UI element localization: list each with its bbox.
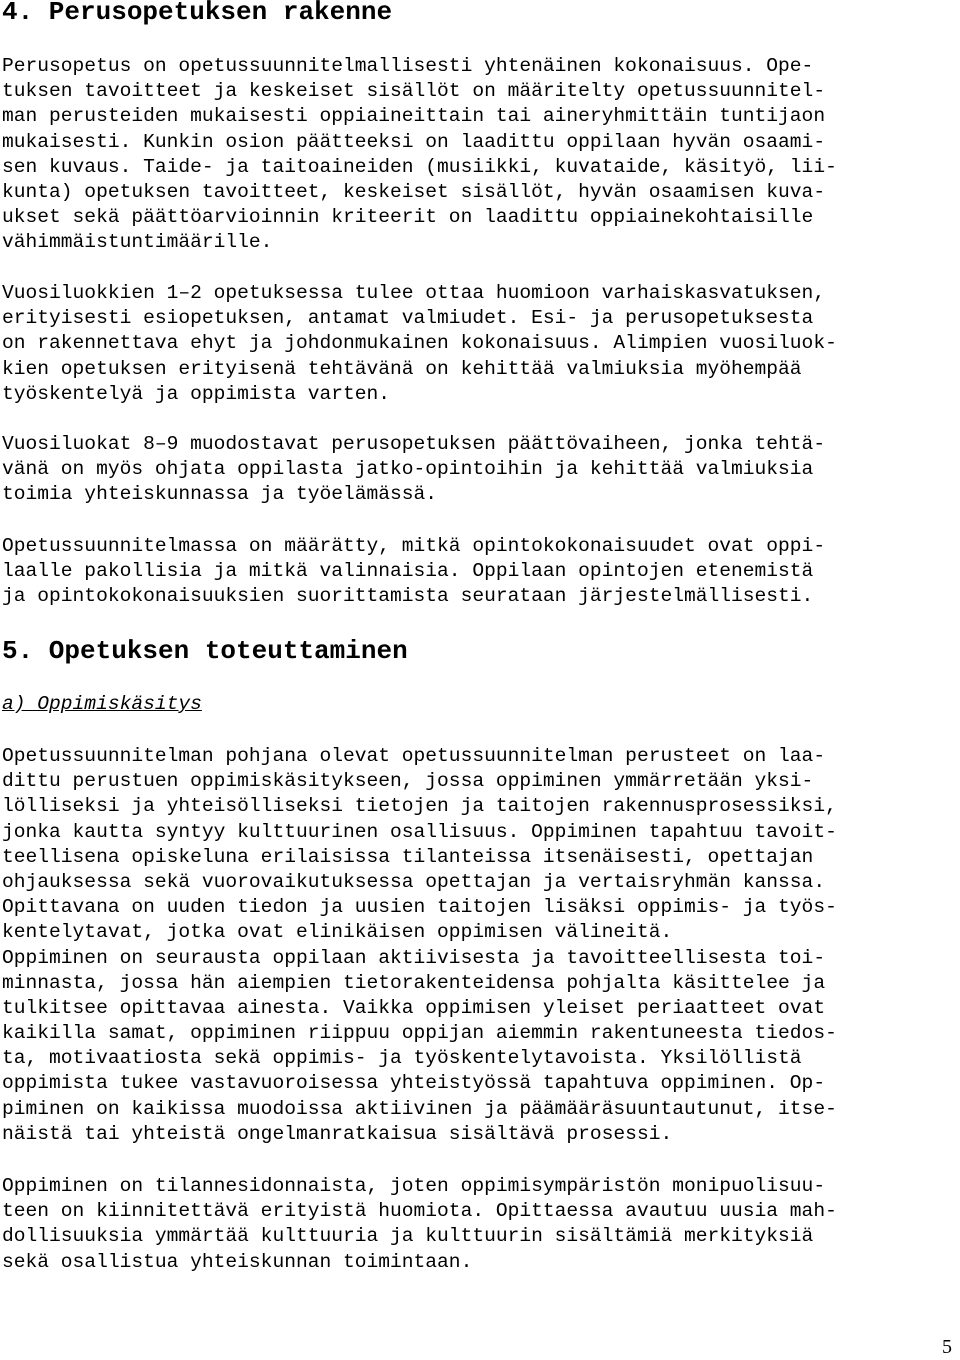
text-line: on rakennettava ehyt ja johdonmukainen kokonaisuus. Alimpien vuosiluok- (2, 332, 837, 355)
text-line: ukset sekä päättöarvioinnin kriteerit on laadittu oppiainekohtaisille (2, 206, 814, 229)
text-line: Opetussuunnitelman pohjana olevat opetussuunnitelman perusteet on laa- (2, 745, 826, 767)
text-line: Perusopetus on opetussuunnitelmallisesti yhtenäinen kokonaisuus. Ope- (2, 55, 814, 77)
text-line: piminen on kaikissa muodoissa aktiivinen ja päämääräsuuntautunut, itse- (2, 1097, 837, 1120)
text-line: man perusteiden mukaisesti oppiaineittain tai aineryhmittäin tuntijaon (2, 105, 826, 128)
text-line: Opetussuunnitelmassa on määrätty, mitkä opintokokonaisuudet ovat oppi- (2, 535, 826, 557)
text-line: kien opetuksen erityisenä tehtävänä on kehittää valmiuksia myöhempää (2, 357, 802, 380)
page-number: 5 (942, 1336, 952, 1358)
text-line: oppimista tukee vastavuoroisessa yhteistyössä tapahtuva oppiminen. Op- (2, 1072, 826, 1095)
text-line: kentelytavat, jotka ovat elinikäisen oppimisen välineitä. (2, 921, 673, 944)
text-line: sen kuvaus. Taide- ja taitoaineiden (musiikki, kuvataide, käsityö, lii- (2, 155, 837, 178)
text-line: dollisuuksia ymmärtää kulttuuria ja kulttuurin sisältämiä merkityksiä (2, 1225, 814, 1248)
text-line: minnasta, jossa hän aiempien tietorakenteidensa pohjalta käsittelee ja (2, 971, 826, 994)
text-line: Vuosiluokkien 1–2 opetuksessa tulee ottaa huomioon varhaiskasvatuksen, (2, 282, 826, 304)
text-line: kunta) opetuksen tavoitteet, keskeiset sisällöt, hyvän osaamisen kuva- (2, 180, 826, 203)
text-line: ohjauksessa sekä vuorovaikutuksessa opettajan ja vertaisryhmän kanssa. (2, 870, 826, 893)
text-line: vähimmäistuntimäärille. (2, 231, 273, 254)
paragraph (2, 54, 837, 256)
section-heading-5: 5. Opetuksen toteuttaminen (2, 636, 408, 666)
text-line: näistä tai yhteistä ongelmanratkaisua sisältävä prosessi. (2, 1122, 673, 1145)
text-line: erityisesti esiopetuksen, antamat valmiudet. Esi- ja perusopetuksesta (2, 307, 814, 330)
text-line: mukaisesti. Kunkin osion päätteeksi on laadittu oppilaan hyvän osaami- (2, 130, 826, 153)
text-line: ja opintokokonaisuuksien suorittamista seurataan järjestelmällisesti. (2, 585, 814, 608)
text-line: ta, motivaatiosta sekä oppimis- ja työskentelytavoista. Yksilöllistä (2, 1047, 802, 1070)
text-line: teellisena opiskeluna erilaisissa tilanteissa itsenäisesti, opettajan (2, 845, 814, 868)
text-line: vänä on myös ohjata oppilasta jatko-opintoihin ja kehittää valmiuksia (2, 458, 814, 481)
text-line: Opittavana on uuden tiedon ja uusien taitojen lisäksi oppimis- ja työs- (2, 896, 837, 919)
text-line: laalle pakollisia ja mitkä valinnaisia. Oppilaan opintojen etenemistä (2, 560, 814, 583)
paragraph (2, 281, 837, 407)
text-line: teen on kiinnitettävä erityistä huomiota. Opittaessa avautuu uusia mah- (2, 1200, 837, 1223)
subsection-heading: a) Oppimiskäsitys (2, 693, 202, 715)
text-line: Vuosiluokat 8–9 muodostavat perusopetuksen päättövaiheen, jonka tehtä- (2, 433, 826, 455)
text-line: Oppiminen on tilannesidonnaista, joten oppimisympäristön monipuolisuu- (2, 1175, 826, 1197)
section-heading-4: 4. Perusopetuksen rakenne (2, 0, 393, 27)
paragraph (2, 432, 825, 508)
text-line: kaikilla samat, oppiminen riippuu oppijan aiemmin rakentuneesta tiedos- (2, 1022, 837, 1045)
text-line: lölliseksi ja yhteisölliseksi tietojen ja taitojen rakennusprosessiksi, (2, 795, 837, 818)
text-line: tuksen tavoitteet ja keskeiset sisällöt on määritelty opetussuunnitel- (2, 80, 826, 103)
paragraph (2, 1174, 837, 1275)
text-line: dittu perustuen oppimiskäsitykseen, jossa oppiminen ymmärretään yksi- (2, 770, 814, 793)
text-line: toimia yhteiskunnassa ja työelämässä. (2, 483, 438, 506)
text-line: tulkitsee opittavaa ainesta. Vaikka oppimisen yleiset periaatteet ovat (2, 996, 826, 1019)
text-line: jonka kautta syntyy kulttuurinen osallisuus. Oppiminen tapahtuu tavoit- (2, 820, 837, 843)
paragraph (2, 744, 837, 1147)
text-line: sekä osallistua yhteiskunnan toimintaan. (2, 1250, 473, 1273)
text-line: työskentelyä ja oppimista varten. (2, 382, 391, 405)
paragraph (2, 534, 825, 610)
text-line: Oppiminen on seurausta oppilaan aktiivisesta ja tavoitteellisesta toi- (2, 946, 826, 969)
